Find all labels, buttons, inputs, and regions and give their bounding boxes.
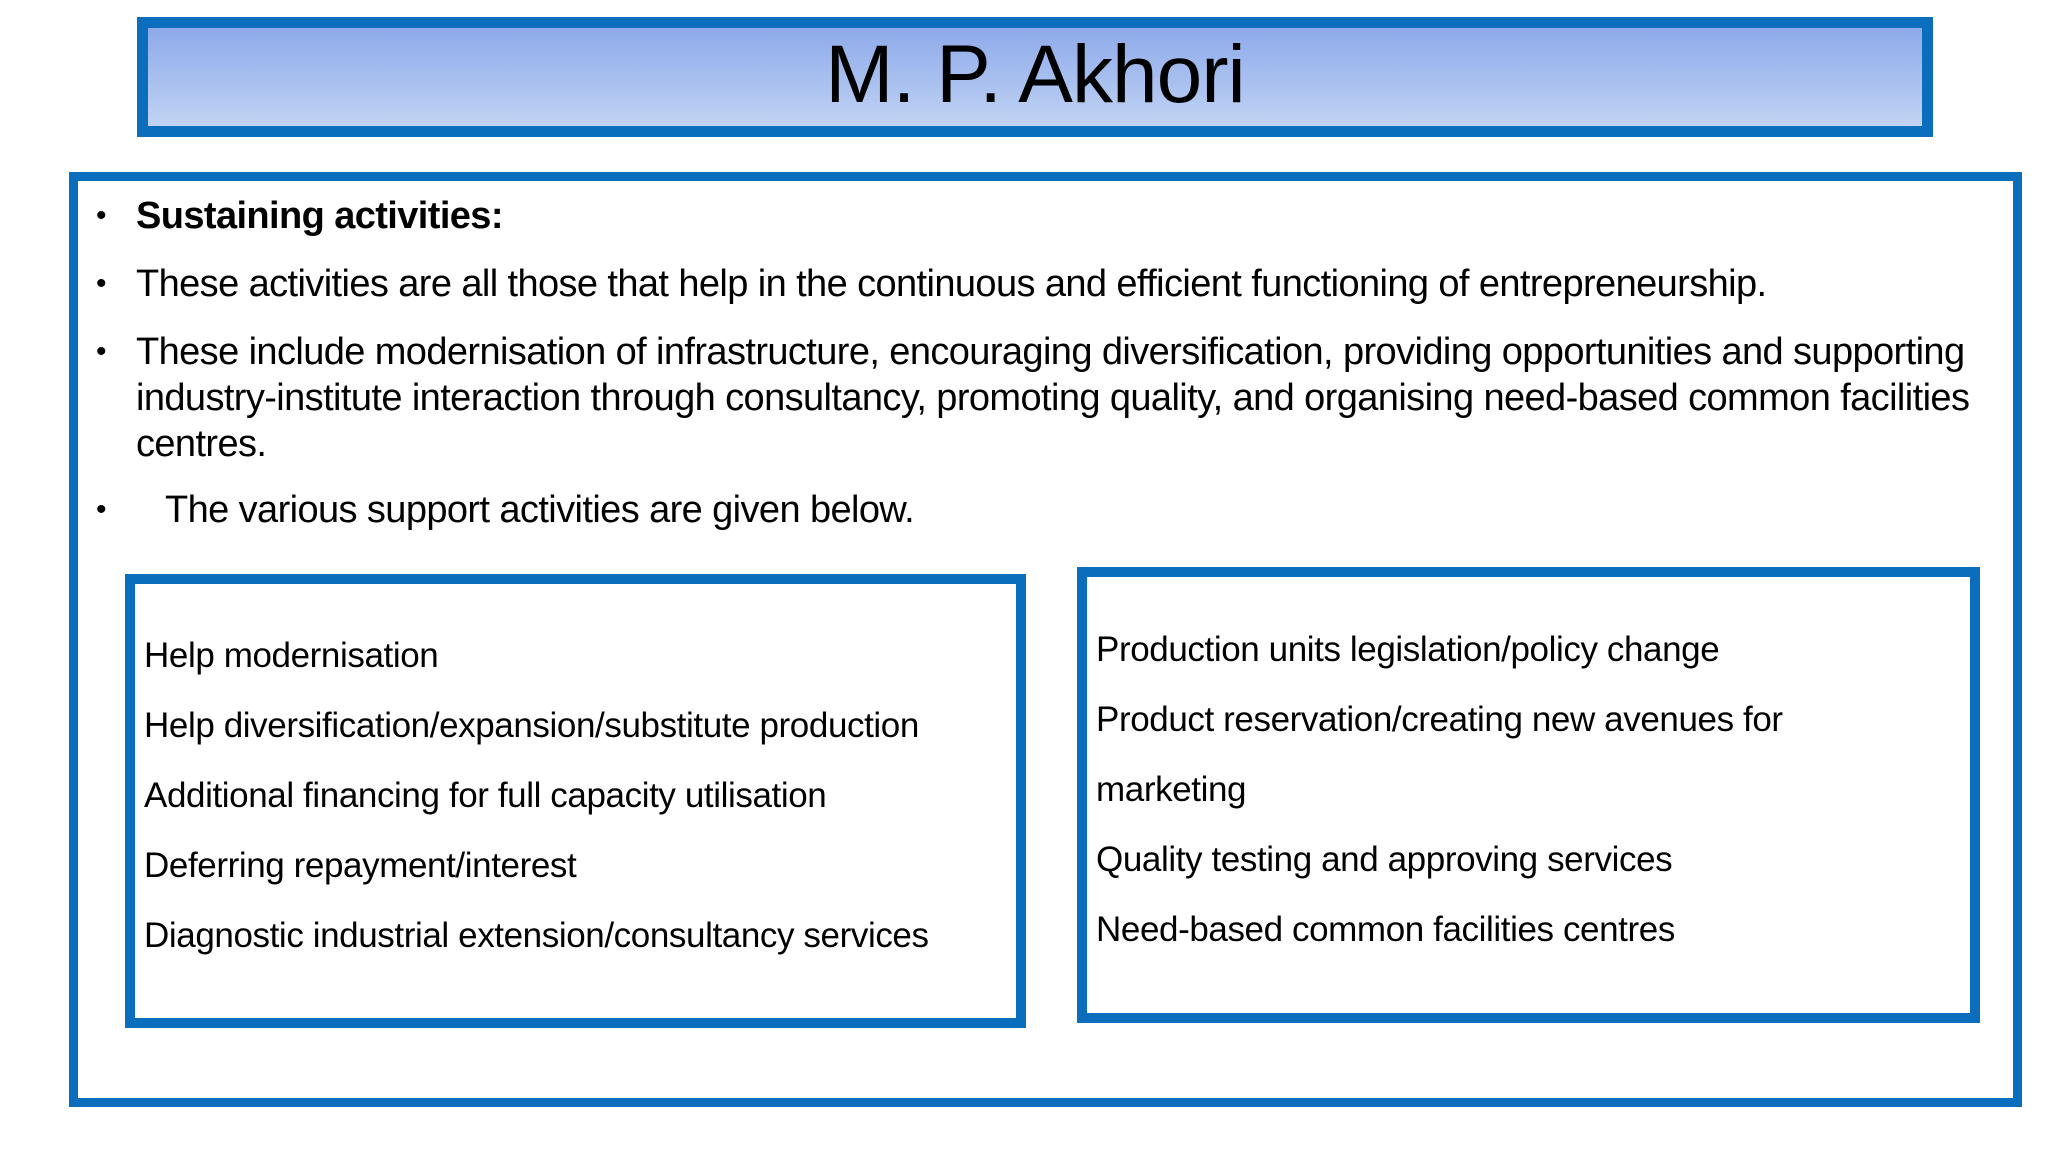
support-item: Quality testing and approving services xyxy=(1096,840,1673,879)
support-activities-right-box xyxy=(1077,567,1980,1023)
support-item: Product reservation/creating new avenues for xyxy=(1096,700,1783,739)
bullet-item xyxy=(96,193,1976,239)
bullet-text: The various support activities are given below. xyxy=(165,489,915,531)
slide-title: M. P. Akhori xyxy=(825,29,1245,120)
bullet-dot-icon: • xyxy=(96,267,106,300)
bullet-dot-icon: • xyxy=(96,493,106,526)
support-list-right xyxy=(1096,615,1783,965)
bullet-text: These include modernisation of infrastructure, encouraging diversification, providing opportunities and supporting industry-institute interaction through consultancy, promoting quality, and organising need-based common facilities centres. xyxy=(136,331,1970,465)
support-activities-left-box xyxy=(125,574,1026,1028)
support-list-left xyxy=(144,621,929,971)
bullet-dot-icon: • xyxy=(96,335,106,368)
support-item: Additional financing for full capacity utilisation xyxy=(144,776,827,815)
bullet-item xyxy=(96,261,1976,307)
support-item: Need-based common facilities centres xyxy=(1096,910,1675,949)
support-item: Production units legislation/policy change xyxy=(1096,630,1720,669)
bullet-dot-icon: • xyxy=(96,199,106,232)
bullet-item xyxy=(96,329,1976,467)
title-banner xyxy=(137,17,1933,137)
support-item: Help diversification/expansion/substitute production xyxy=(144,706,919,745)
bullet-item xyxy=(96,487,1976,533)
support-item: Diagnostic industrial extension/consultancy services xyxy=(144,916,929,955)
support-item: Help modernisation xyxy=(144,636,439,675)
support-item: Deferring repayment/interest xyxy=(144,846,577,885)
support-item: marketing xyxy=(1096,770,1247,809)
bullet-heading: Sustaining activities: xyxy=(136,195,503,237)
bullet-text: These activities are all those that help in the continuous and efficient functioning of entrepreneurship. xyxy=(136,263,1767,305)
